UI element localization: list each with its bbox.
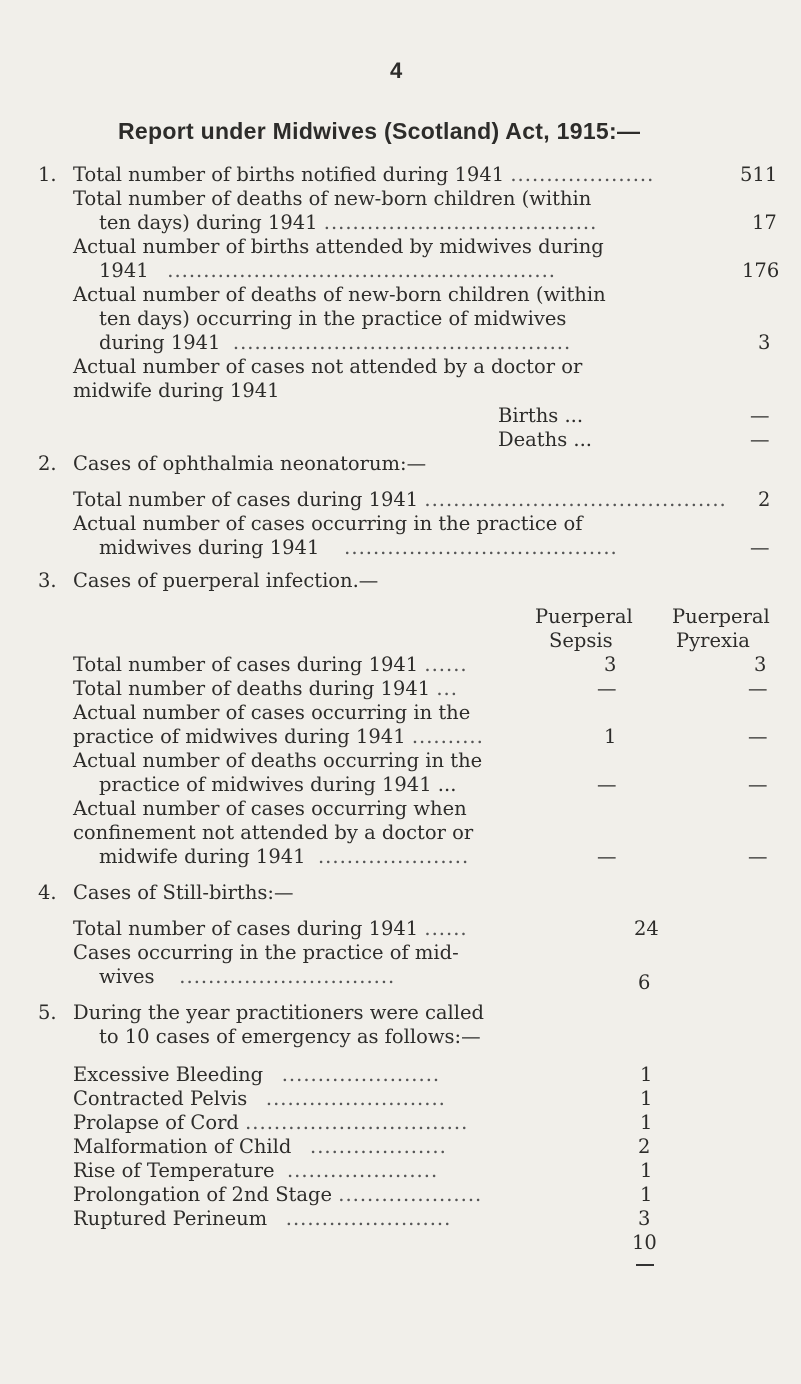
s5-item-prolongation-2nd-stage: Prolongation of 2nd Stage .................... bbox=[73, 1183, 483, 1206]
s3-row2-sepsis: — bbox=[597, 677, 617, 700]
s3-col1-header-b: Sepsis bbox=[549, 629, 613, 652]
s3-row5-sepsis: — bbox=[597, 845, 617, 868]
section-2-number: 2. bbox=[38, 452, 57, 475]
s3-row1-sepsis: 3 bbox=[604, 653, 617, 676]
section-4-number: 4. bbox=[38, 881, 57, 904]
s5-value-contracted-pelvis: 1 bbox=[640, 1087, 653, 1110]
s5-value-ruptured-perineum: 3 bbox=[638, 1207, 651, 1230]
s1-line4b: ten days) occurring in the practice of midwives bbox=[99, 307, 567, 330]
s3-row5-label-a: Actual number of cases occurring when bbox=[73, 797, 467, 820]
s4-value1: 24 bbox=[634, 917, 659, 940]
s5-value-prolapse-of-cord: 1 bbox=[640, 1111, 653, 1134]
s5-heading-a: During the year practitioners were called bbox=[73, 1001, 485, 1024]
total-underline bbox=[636, 1264, 654, 1266]
s1-line4c: during 1941 ............................................... bbox=[99, 331, 572, 354]
s1-births-value: — bbox=[750, 404, 770, 427]
s3-row3-sepsis: 1 bbox=[604, 725, 617, 748]
s1-value3: 176 bbox=[742, 259, 780, 282]
s5-item-malformation-of-child: Malformation of Child ................... bbox=[73, 1135, 447, 1158]
s1-line2a: Total number of deaths of new-born children (within bbox=[73, 187, 592, 210]
page-number: 4 bbox=[390, 58, 403, 83]
s3-row3-pyrexia: — bbox=[748, 725, 768, 748]
s2-value1: 2 bbox=[758, 488, 771, 511]
s2-line2b: midwives during 1941 ...................................... bbox=[99, 536, 618, 559]
s1-deaths-label: Deaths ... bbox=[498, 428, 592, 451]
s1-line4a: Actual number of deaths of new-born children (within bbox=[73, 283, 606, 306]
s5-value-rise-of-temperature: 1 bbox=[640, 1159, 653, 1182]
s5-total: 10 bbox=[632, 1231, 657, 1254]
s3-row3-label-a: Actual number of cases occurring in the bbox=[73, 701, 471, 724]
s1-line2b: ten days) during 1941 ...................................... bbox=[99, 211, 598, 234]
s4-line2a: Cases occurring in the practice of mid- bbox=[73, 941, 459, 964]
s3-row1-pyrexia: 3 bbox=[754, 653, 767, 676]
s5-item-excessive-bleeding: Excessive Bleeding ...................... bbox=[73, 1063, 441, 1086]
s1-line3a: Actual number of births attended by midwives during bbox=[73, 235, 604, 258]
s4-value2: 6 bbox=[638, 971, 651, 994]
section-1-number: 1. bbox=[38, 163, 57, 186]
s1-value4: 3 bbox=[758, 331, 771, 354]
s3-row5-label-c: midwife during 1941 ..................... bbox=[99, 845, 470, 868]
s1-line1: Total number of births notified during 1941 .................... bbox=[73, 163, 655, 186]
s3-row4-label-a: Actual number of deaths occurring in the bbox=[73, 749, 483, 772]
s1-value1: 511 bbox=[740, 163, 778, 186]
s4-line2b: wives .............................. bbox=[99, 965, 396, 988]
s5-value-malformation-of-child: 2 bbox=[638, 1135, 651, 1158]
s1-value2: 17 bbox=[752, 211, 777, 234]
s3-heading: Cases of puerperal infection.— bbox=[73, 569, 379, 592]
s1-line3b: 1941 ...................................................... bbox=[99, 259, 556, 282]
s5-item-ruptured-perineum: Ruptured Perineum ....................... bbox=[73, 1207, 452, 1230]
s5-item-prolapse-of-cord: Prolapse of Cord ............................... bbox=[73, 1111, 469, 1134]
s5-item-contracted-pelvis: Contracted Pelvis ......................... bbox=[73, 1087, 446, 1110]
s2-heading: Cases of ophthalmia neonatorum:— bbox=[73, 452, 427, 475]
section-5-number: 5. bbox=[38, 1001, 57, 1024]
s5-item-rise-of-temperature: Rise of Temperature ..................... bbox=[73, 1159, 439, 1182]
s5-heading-b: to 10 cases of emergency as follows:— bbox=[99, 1025, 481, 1048]
s3-col1-header-a: Puerperal bbox=[535, 605, 633, 628]
s4-line1: Total number of cases during 1941 ...... bbox=[73, 917, 468, 940]
s4-heading: Cases of Still-births:— bbox=[73, 881, 294, 904]
s2-line2a: Actual number of cases occurring in the practice of bbox=[73, 512, 583, 535]
s3-row4-sepsis: — bbox=[597, 773, 617, 796]
s3-row4-label-b: practice of midwives during 1941 ... bbox=[99, 773, 457, 796]
s1-births-label: Births ... bbox=[498, 404, 584, 427]
section-3-number: 3. bbox=[38, 569, 57, 592]
s1-deaths-value: — bbox=[750, 428, 770, 451]
s3-col2-header-a: Puerperal bbox=[672, 605, 770, 628]
s2-value2: — bbox=[750, 536, 770, 559]
s3-row2-label: Total number of deaths during 1941 ... bbox=[73, 677, 458, 700]
s3-row5-pyrexia: — bbox=[748, 845, 768, 868]
s3-row1-label: Total number of cases during 1941 ...... bbox=[73, 653, 468, 676]
s3-col2-header-b: Pyrexia bbox=[676, 629, 750, 652]
report-title: Report under Midwives (Scotland) Act, 1915:— bbox=[118, 118, 641, 144]
s3-row2-pyrexia: — bbox=[748, 677, 768, 700]
s2-line1: Total number of cases during 1941 .......................................... bbox=[73, 488, 727, 511]
s1-line5a: Actual number of cases not attended by a doctor or bbox=[73, 355, 583, 378]
s5-value-prolongation-2nd-stage: 1 bbox=[640, 1183, 653, 1206]
s5-value-excessive-bleeding: 1 bbox=[640, 1063, 653, 1086]
s3-row5-label-b: confinement not attended by a doctor or bbox=[73, 821, 474, 844]
s3-row4-pyrexia: — bbox=[748, 773, 768, 796]
s3-row3-label-b: practice of midwives during 1941 .......... bbox=[73, 725, 484, 748]
s1-line5b: midwife during 1941 bbox=[73, 379, 280, 402]
